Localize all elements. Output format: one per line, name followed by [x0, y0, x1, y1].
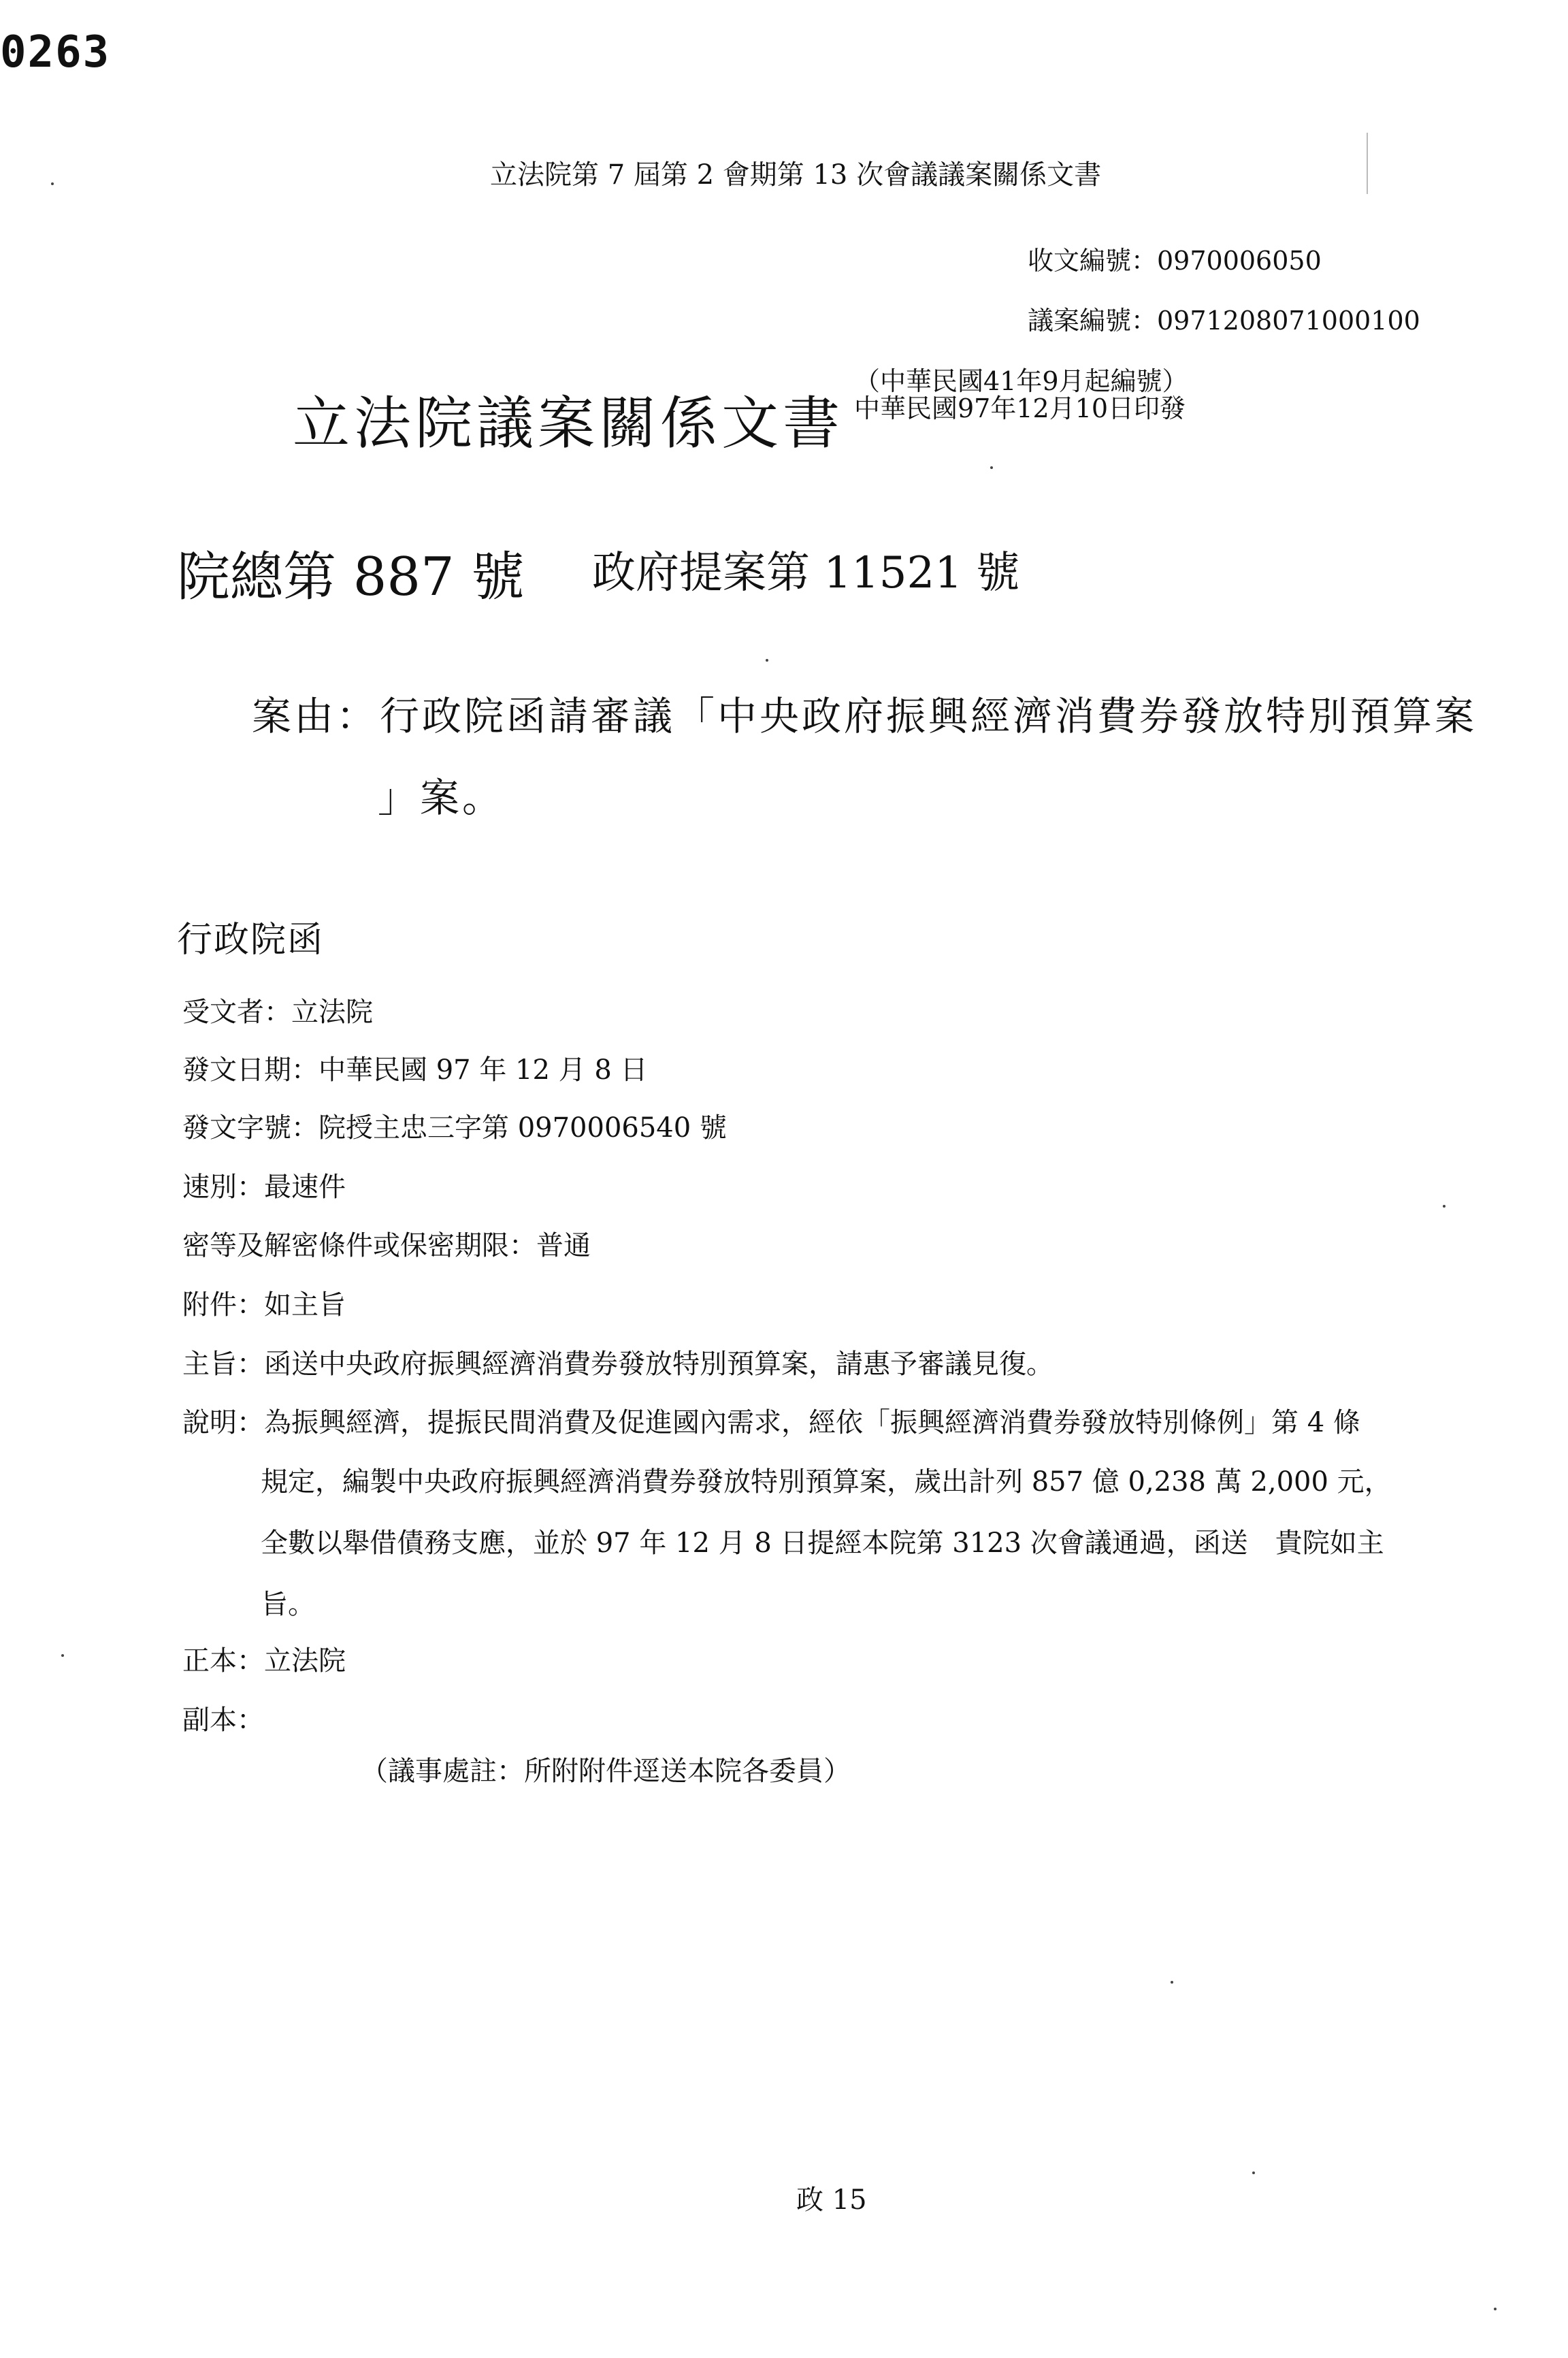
document-title: 立法院議案關係文書: [293, 390, 845, 457]
doc-number: 院總第 887 號: [177, 547, 525, 608]
copy-recipient-field: 副本：: [182, 1705, 264, 1736]
reference-number-field: 發文字號：院授主忠三字第 0970006540 號: [182, 1112, 727, 1144]
scan-speck: [1171, 1981, 1173, 1984]
scan-speck: [51, 182, 54, 185]
original-recipient-field: 正本：立法院: [182, 1645, 346, 1677]
bill-number: 議案編號：0971208071000100: [1028, 306, 1420, 336]
scan-speck: [990, 466, 993, 469]
numbering-note: （中華民國41年9月起編號）: [854, 366, 1188, 396]
scan-mark: [1367, 133, 1368, 194]
secretariat-remark: （議事處註：所附附件逕送本院各委員）: [361, 1756, 851, 1787]
subject-field: 主旨：函送中央政府振興經濟消費券發放特別預算案，請惠予審議見復。: [182, 1348, 1054, 1380]
case-reason-text-cont: 」案。: [378, 775, 505, 821]
attachment-field: 附件：如主旨: [182, 1289, 346, 1321]
session-header: 立法院第 7 屆第 2 會期第 13 次會議議案關係文書: [490, 159, 1102, 191]
scan-speck: [1252, 2171, 1255, 2174]
recipient-field: 受文者：立法院: [182, 997, 373, 1028]
explanation-line: 全數以舉借債務支應，並於 97 年 12 月 8 日提經本院第 3123 次會議通過，函送 貴院如主: [261, 1528, 1384, 1559]
scan-speck: [1443, 1205, 1446, 1208]
issue-date-field: 發文日期：中華民國 97 年 12 月 8 日: [182, 1054, 648, 1086]
confidentiality-field: 密等及解密條件或保密期限：普通: [182, 1230, 591, 1261]
scan-speck: [61, 1654, 64, 1657]
speed-field: 速別：最速件: [182, 1172, 346, 1203]
case-reason-label: 案由：: [252, 693, 379, 739]
scan-speck: [1494, 2308, 1497, 2310]
scan-speck: [766, 659, 768, 662]
explanation-line: 旨。: [261, 1589, 315, 1620]
document-stamp-number: 0263: [0, 27, 111, 78]
receipt-number: 收文編號：0970006050: [1028, 246, 1322, 276]
sender-heading: 行政院函: [177, 920, 325, 960]
title-note: [854, 368, 1188, 422]
case-reason-text: 行政院函請審議「中央政府振興經濟消費券發放特別預算案: [380, 693, 1477, 739]
explanation-field: 說明：為振興經濟，提振民間消費及促進國內需求，經依「振興經濟消費券發放特別條例」第 4 條: [182, 1407, 1360, 1438]
page-number: 政 15: [796, 2184, 867, 2216]
explanation-line: 規定，編製中央政府振興經濟消費券發放特別預算案，歲出計列 857 億 0,238 萬 2,000 元，: [261, 1466, 1392, 1498]
print-date: 中華民國97年12月10日印發: [854, 393, 1186, 423]
proposal-number: 政府提案第 11521 號: [592, 548, 1020, 598]
